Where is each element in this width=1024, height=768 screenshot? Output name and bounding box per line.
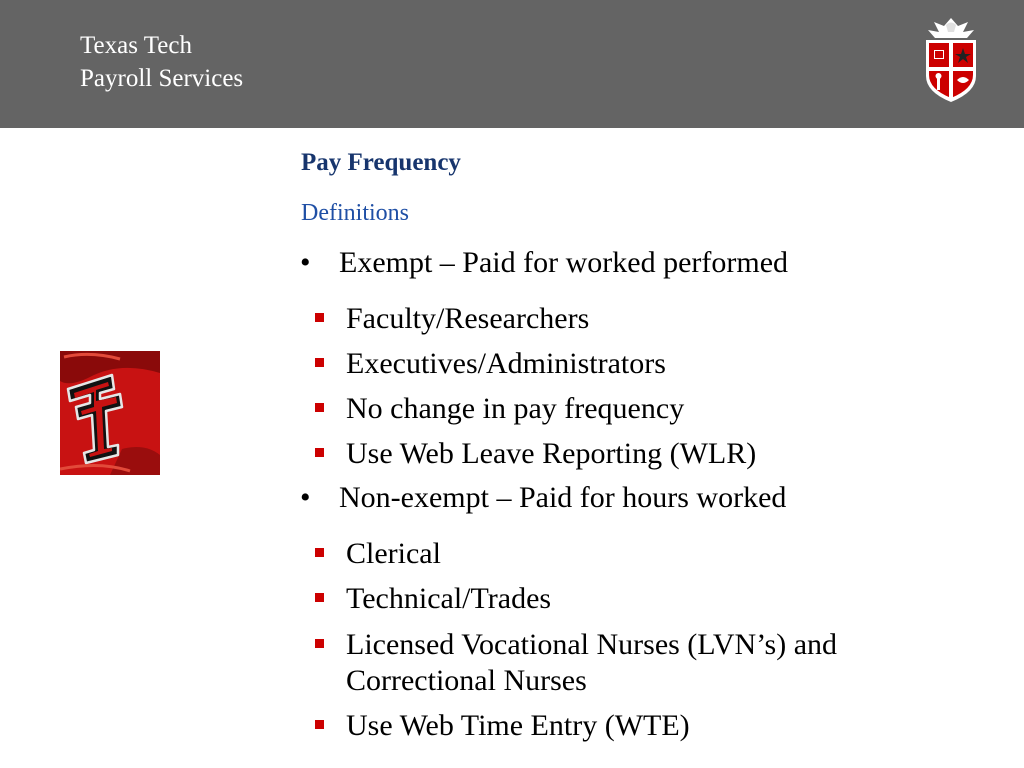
- square-bullet-icon: [315, 403, 324, 412]
- square-bullet-icon: [315, 358, 324, 367]
- section-heading-text: Non-exempt – Paid for hours worked: [339, 481, 787, 514]
- list-item-text: No change in pay frequency: [346, 392, 685, 425]
- list-item-text: Executives/Administrators: [346, 347, 666, 380]
- section-heading-text: Exempt – Paid for worked performed: [339, 246, 789, 279]
- double-t-flag-image: [60, 351, 160, 475]
- list-item-text: Faculty/Researchers: [346, 302, 590, 335]
- bullet-dot: •: [300, 246, 311, 279]
- list-item-text: Clerical: [346, 537, 441, 570]
- bullet-dot: •: [300, 481, 311, 514]
- list-item-text: Use Web Time Entry (WTE): [346, 709, 690, 742]
- slide-title: Pay Frequency: [301, 149, 461, 176]
- org-name-line1: Texas Tech: [80, 32, 192, 59]
- square-bullet-icon: [315, 720, 324, 729]
- list-item-text: Technical/Trades: [346, 582, 552, 615]
- list-item-text: Licensed Vocational Nurses (LVN’s) and Correctional Nurses: [346, 628, 838, 697]
- square-bullet-icon: [315, 593, 324, 602]
- square-bullet-icon: [315, 448, 324, 457]
- texas-tech-seal-icon: [920, 16, 982, 104]
- list-item-text: Use Web Leave Reporting (WLR): [346, 437, 757, 470]
- header-bar: [0, 0, 1024, 128]
- square-bullet-icon: [315, 639, 324, 648]
- square-bullet-icon: [315, 313, 324, 322]
- slide-subtitle: Definitions: [301, 200, 409, 226]
- org-name-line2: Payroll Services: [80, 65, 244, 92]
- square-bullet-icon: [315, 548, 324, 557]
